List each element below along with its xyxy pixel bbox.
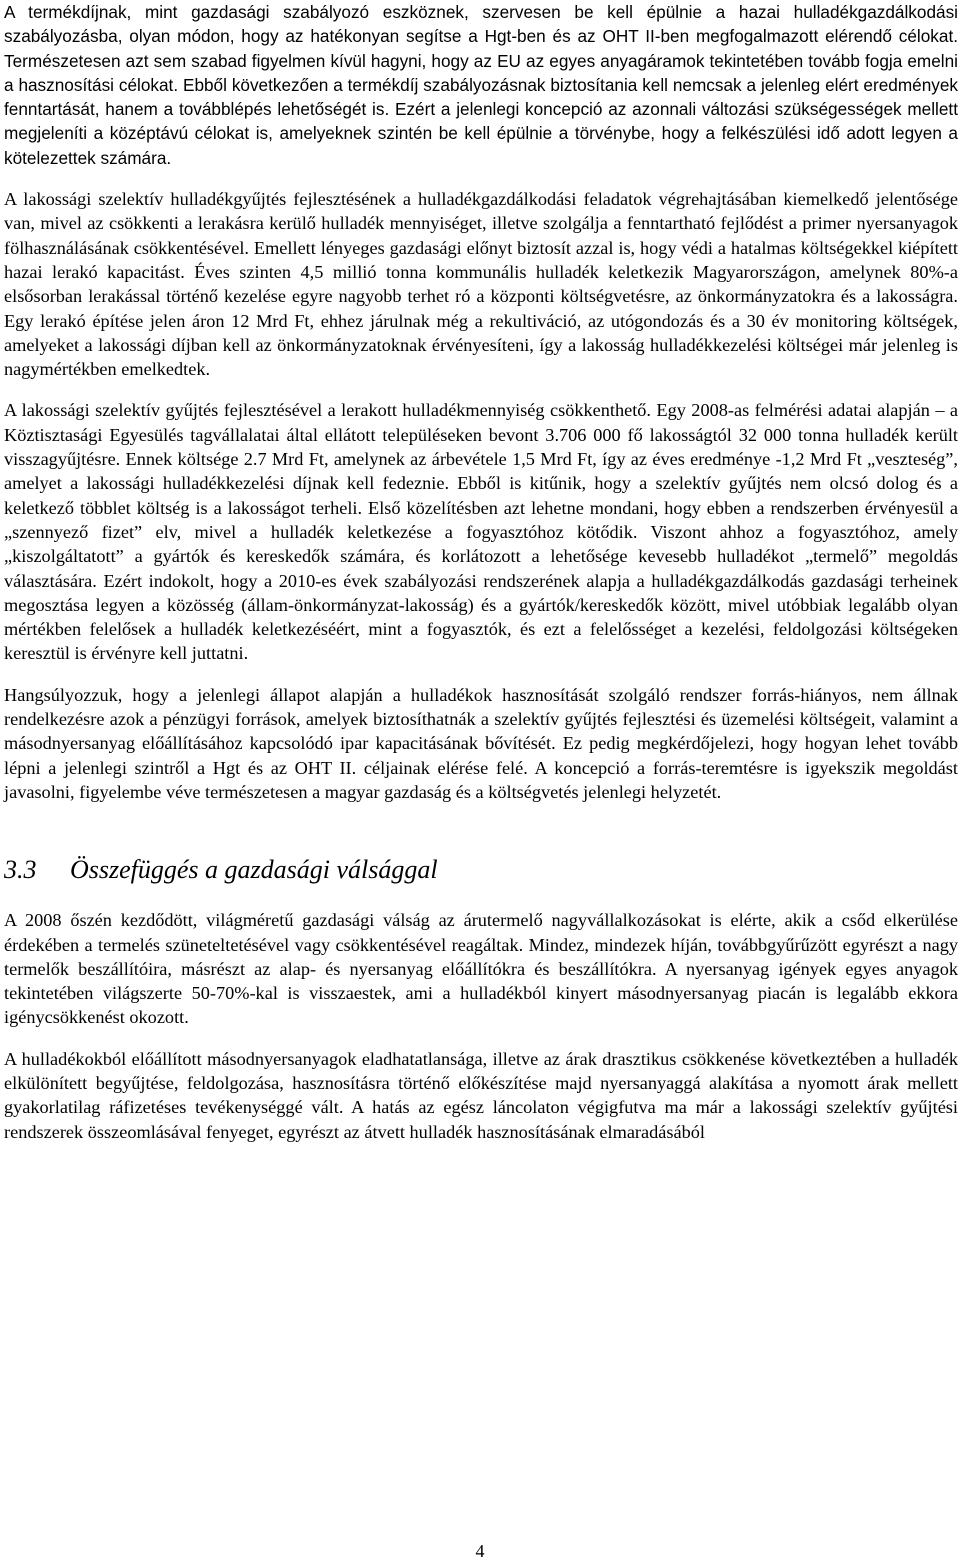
paragraph-funding-shortage: Hangsúlyozzuk, hogy a jelenlegi állapot alapján a hulladékok hasznosítását szolgáló rendszer forrás-hiányos, nem állnak rendelkezésre azok a pénzügyi források, amelyek biztosíthatnák a szelektív gyűjtés fejlesztési és üzemelési költségeit, valamint a másodnyersanyag előállításához kapcsolódó ipar kapacitásának bővítését. Ez pedig megkérdőjelezi, hogy hogyan lehet tovább lépni a jelenlegi szintről a Hgt és az OHT II. céljainak elérése felé. A koncepció a forrás-teremtésre is igyekszik megoldást javasolni, figyelembe véve természetesen a magyar gazdaság és a költségvetés jelenlegi helyzetét. [4, 684, 958, 802]
paragraph-selective-collection: A lakossági szelektív hulladékgyűjtés fejlesztésének a hulladékgazdálkodási feladatok végrehajtásában kiemelkedő jelentősége van, mivel az csökkenti a lerakásra kerülő hulladék mennyiséget, illetve szolgálja a fenntartható fejlődést a primer nyersanyagok fölhasználásának csökkentésével. Emellett lényeges gazdasági előnyt biztosít azzal is, hogy védi a hatalmas költségekkel kiépített hazai lerakó kapacitást. Éves szinten 4,5 millió tonna kommunális hulladék keletkezik Magyarországon, amelynek 80%-a elsősorban lerakással történő kezelése egyre nagyobb terhet ró a központi költségvetésre, az önkormányzatokra és a lakosságra. Egy lerakó építése jelen áron 12 Mrd Ft, ehhez járulnak még a rekultiváció, az utógondozás és a 30 év monitoring költségek, amelyeket a lakossági díjban kell az önkormányzatoknak érvényesíteni, így a lakosság hulladékkezelési költségei már jelenleg is nagymértékben emelkedtek. [4, 189, 958, 380]
paragraph-product-fee: A termékdíjnak, mint gazdasági szabályozó eszköznek, szervesen be kell épülnie a hazai hulladékgazdálkodási szabályozásba, olyan módon, hogy az hatékonyan segítse a Hgt-ben és az OHT II-ben megfogalmazott elérendő célokat. Természetesen azt sem szabad figyelmen kívül hagyni, hogy az EU az egyes anyagáramok tekintetében tovább fogja emelni a hasznosítási célokat. Ebből következően a termékdíj szabályozásnak biztosítania kell nemcsak a jelenleg elért eredmények fenntartását, hanem a továbblépés lehetőségét is. Ezért a jelenlegi koncepció az azonnali változási szükségességek mellett megjeleníti a középtávú célokat is, amelyeknek szintén be kell épülnie a törvénybe, hogy a felkészülési idő adott legyen a kötelezettek számára. [4, 2, 958, 168]
document-page [4, 0, 958, 1144]
paragraph-secondary-materials: A hulladékokból előállított másodnyersanyagok eladhatatlansága, illetve az árak drasztikus csökkenése következtében a hulladék elkülönített begyűjtése, feldolgozása, hasznosításra történő előkészítése majd nyersanyaggá alakítása a nyomott árak mellett gyakorlatilag ráfizetéses tevékenységgé vált. A hatás az egész láncolaton végigfutva ma már a lakossági szelektív gyűjtési rendszerek összeomlásával fenyeget, egyrészt az átvett hulladék hasznosításának elmaradásából [4, 1048, 958, 1142]
section-number: 3.3 [4, 855, 37, 885]
section-title: Összefüggés a gazdasági válsággal [70, 855, 438, 885]
page-number: 4 [475, 1541, 485, 1561]
paragraph-economic-crisis: A 2008 őszén kezdődött, világméretű gazdasági válság az árutermelő nagyvállalkozásokat is elérte, akik a csőd elkerülése érdekében a termelés szüneteltetésével vagy csökkentésével reagáltak. Mindez, mindezek híján, továbbgyűrűzött egyrészt a nagy termelők beszállítóira, másrészt az alap- és nyersanyag előállítókra és beszállítókra. A nyersanyag igények egyes anyagok tekintetében világszerte 50-70%-kal is visszaestek, ami a hulladékból kinyert másodnyersanyag piacán is legalább ekkora igénycsökkenést okozott. [4, 910, 958, 1028]
section-heading [4, 854, 958, 886]
paragraph-collection-costs: A lakossági szelektív gyűjtés fejlesztésével a lerakott hulladékmennyiség csökkenthető. Egy 2008-as felmérési adatai alapján – a Köztisztasági Egyesülés tagvállalatai által ellátott településeken bevont 3.706 000 fő lakosságtól 32 000 tonna hulladék került visszagyűjtésre. Ennek költsége 2.7 Mrd Ft, amelynek az árbevétele 1,5 Mrd Ft, így az éves eredménye -1,2 Mrd Ft „veszteség”, amelyet a lakossági hulladékkezelési díjnak kell fedeznie. Ebből is kitűnik, hogy a szelektív gyűjtés nem olcsó dolog és a keletkező többlet költség is a lakosságot terheli. Első közelítésben azt lehetne mondani, hogy ebben a rendszerben érvényesül a „szennyező fizet” elv, mivel a hulladék keletkezése a fogyasztóhoz kötődik. Viszont ahhoz a fogyasztóhoz, amely „kiszolgáltatott” a gyártók és kereskedők számára, és korlátozott a lehetősége kevesebb hulladékot „termelő” megoldás választására. Ezért indokolt, hogy a 2010-es évek szabályozási rendszerének alapja a hulladékgazdálkodás gazdasági terheinek megosztása legyen a közösség (állam-önkormányzat-lakosság) és a gyártók/kereskedők között, mivel utóbbiak legalább olyan mértékben felelősek a hulladék keletkezéséért, mint a fogyasztók, és ezt a felelősséget a kezelési, feldolgozási költségeken keresztül is érvényre kell juttatni. [4, 400, 958, 664]
